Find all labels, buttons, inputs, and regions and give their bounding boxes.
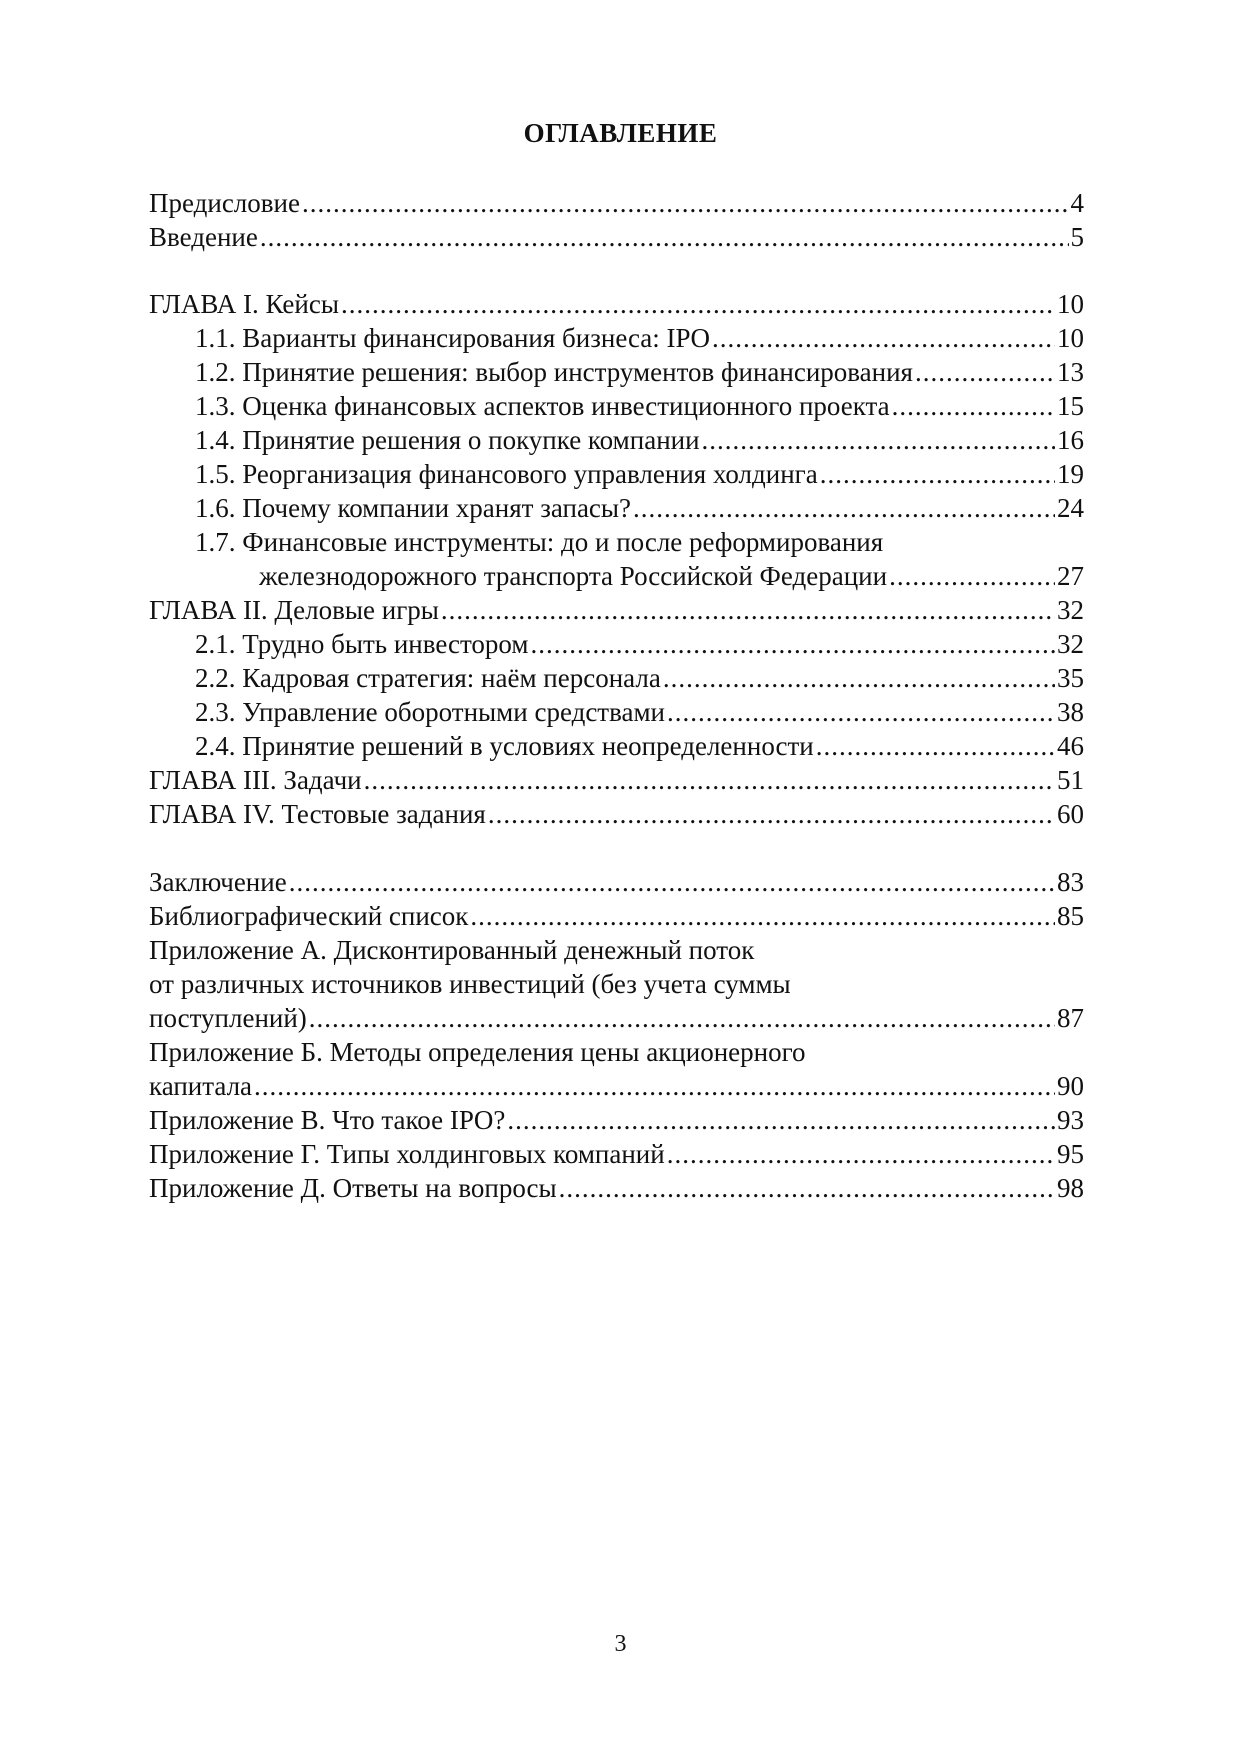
toc-appendix-a-line1[interactable] [149,933,1084,967]
toc-section-1-5[interactable] [149,457,1084,491]
toc-section-2-1[interactable] [149,627,1084,661]
toc-entry-title: 1.2. Принятие решения: выбор инструментов финансирования [195,357,913,387]
dot-leader [364,763,1055,797]
toc-entry-page: 60 [1057,799,1084,829]
toc-entry-page: 24 [1057,493,1084,523]
toc-entry-bibliography[interactable] [149,899,1084,933]
dot-leader [260,220,1069,254]
toc-entry-title: 2.3. Управление оборотными средствами [195,697,666,727]
toc-appendix-g[interactable] [149,1137,1084,1171]
toc-entry-page: 85 [1057,901,1084,931]
dot-leader [702,423,1055,457]
toc-section-1-3[interactable] [149,389,1084,423]
toc-entry-page: 4 [1070,188,1084,218]
toc-entry-title: 1.4. Принятие решения о покупке компании [195,425,700,455]
page-number: 3 [614,1631,627,1657]
toc-chapter-1[interactable] [149,287,1084,321]
dot-leader [712,321,1055,355]
toc-entry-page: 83 [1057,867,1084,897]
dot-leader [530,627,1055,661]
toc-entry-page: 10 [1057,289,1084,319]
toc-entry-page: 5 [1070,222,1084,252]
dot-leader [341,287,1055,321]
dot-leader [816,729,1055,763]
toc-section-1-7-line1[interactable] [149,525,1084,559]
toc-appendix-a-line2[interactable] [149,967,1084,1001]
dot-leader [663,661,1055,695]
toc-entry-title: 1.1. Варианты финансирования бизнеса: IPO [195,323,711,353]
toc-section-1-2[interactable] [149,355,1084,389]
toc-entry-title: Приложение Г. Типы холдинговых компаний [149,1139,665,1169]
toc-entry-page: 51 [1057,765,1084,795]
dot-leader [820,457,1055,491]
toc-entry-page: 38 [1057,697,1084,727]
toc-section-2-4[interactable] [149,729,1084,763]
dot-leader [559,1171,1055,1205]
toc-appendix-b-line2[interactable] [149,1069,1084,1103]
toc-entry-title: 2.4. Принятие решений в условиях неопределенности [195,731,814,761]
toc-entry-introduction[interactable] [149,220,1084,254]
toc-appendix-a-line3[interactable] [149,1001,1084,1035]
toc-appendix-v[interactable] [149,1103,1084,1137]
toc-entry-title: Приложение В. Что такое IPO? [149,1105,506,1135]
toc-entry-page: 32 [1057,629,1084,659]
toc-entry-page: 93 [1057,1105,1084,1135]
toc-entry-title: ГЛАВА IV. Тестовые задания [149,799,486,829]
dot-leader [507,1103,1055,1137]
toc-entry-conclusion[interactable] [149,865,1084,899]
toc-entry-page: 98 [1057,1173,1084,1203]
dot-leader [470,899,1055,933]
dot-leader [309,1001,1055,1035]
toc-entry-title-continuation: поступлений) [149,1003,307,1033]
dot-leader [441,593,1055,627]
toc-entry-title: Предисловие [149,188,300,218]
toc-entry-title: Приложение Д. Ответы на вопросы [149,1173,557,1203]
dot-leader [889,559,1055,593]
toc-chapter-3[interactable] [149,763,1084,797]
toc-entry-title: Библиографический список [149,901,469,931]
toc-entry-page: 10 [1057,323,1084,353]
toc-entry-title: 2.2. Кадровая стратегия: наём персонала [195,663,661,693]
toc-entry-preface[interactable] [149,186,1084,220]
toc-entry-page: 35 [1057,663,1084,693]
dot-leader [667,1137,1055,1171]
toc-entry-title: 1.3. Оценка финансовых аспектов инвестиционного проекта [195,391,890,421]
toc-entry-title-continuation: капитала [149,1071,253,1101]
toc-entry-page: 95 [1057,1139,1084,1169]
toc-chapter-2[interactable] [149,593,1084,627]
toc-section-1-4[interactable] [149,423,1084,457]
toc-entry-page: 16 [1057,425,1084,455]
toc-section-1-7-line2[interactable] [149,559,1084,593]
toc-entry-title: 1.7. Финансовые инструменты: до и после реформирования [195,527,884,557]
toc-entry-title: 1.6. Почему компании хранят запасы? [195,493,632,523]
toc-entry-page: 32 [1057,595,1084,625]
dot-leader [289,865,1055,899]
toc-entry-title: 1.5. Реорганизация финансового управления холдинга [195,459,818,489]
toc-entry-title: Заключение [149,867,287,897]
toc-entry-page: 27 [1057,561,1084,591]
dot-leader [892,389,1055,423]
toc-entry-title: ГЛАВА III. Задачи [149,765,362,795]
toc-appendix-d[interactable] [149,1171,1084,1205]
toc-entry-title: Приложение Б. Методы определения цены акционерного [149,1037,806,1067]
toc-section-2-3[interactable] [149,695,1084,729]
toc-entry-page: 13 [1057,357,1084,387]
toc-entry-title: 2.1. Трудно быть инвестором [195,629,529,659]
toc-entry-title: Введение [149,222,258,252]
dot-leader [915,355,1055,389]
dot-leader [633,491,1055,525]
toc-entry-title-continuation: от различных источников инвестиций (без учета суммы [149,969,791,999]
toc-entry-title: ГЛАВА I. Кейсы [149,289,339,319]
table-of-contents [149,186,1084,1205]
toc-chapter-4[interactable] [149,797,1084,831]
toc-entry-title-continuation: железнодорожного транспорта Российской Федерации [259,561,888,591]
toc-section-1-6[interactable] [149,491,1084,525]
toc-entry-title: Приложение А. Дисконтированный денежный поток [149,935,755,965]
dot-leader [254,1069,1055,1103]
toc-entry-title: ГЛАВА II. Деловые игры [149,595,439,625]
toc-section-2-2[interactable] [149,661,1084,695]
toc-entry-page: 87 [1057,1003,1084,1033]
toc-entry-page: 90 [1057,1071,1084,1101]
toc-appendix-b-line1[interactable] [149,1035,1084,1069]
dot-leader [488,797,1055,831]
toc-entry-page: 46 [1057,731,1084,761]
dot-leader [667,695,1055,729]
toc-entry-page: 15 [1057,391,1084,421]
dot-leader [302,186,1069,220]
toc-entry-page: 19 [1057,459,1084,489]
toc-section-1-1[interactable] [149,321,1084,355]
page-title: ОГЛАВЛЕНИЕ [523,118,718,148]
